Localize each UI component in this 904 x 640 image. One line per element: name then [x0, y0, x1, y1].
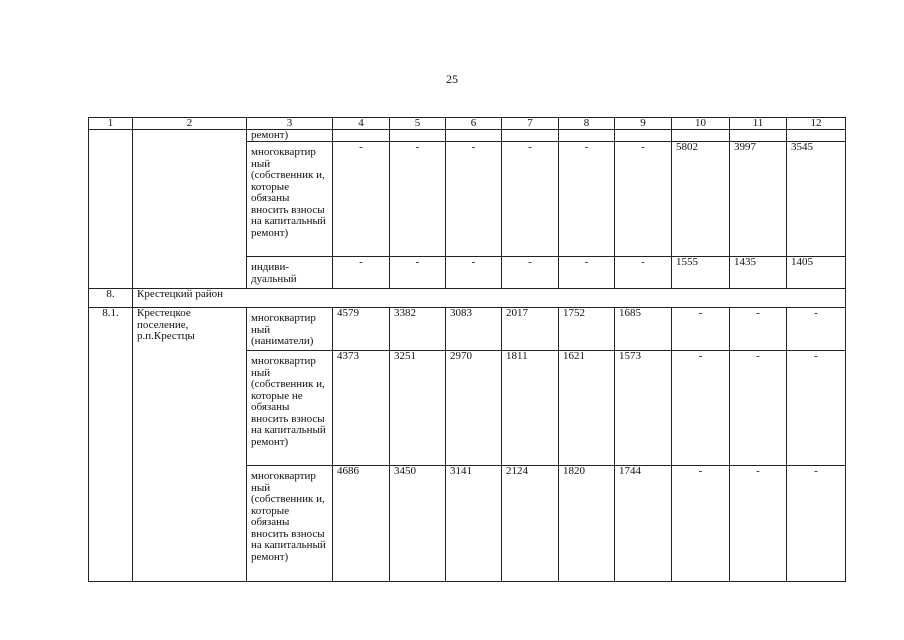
row-name-cell: [133, 130, 247, 289]
header-cell: 1: [89, 118, 133, 130]
value-cell: -: [446, 257, 502, 289]
value-cell: -: [730, 308, 787, 351]
value-cell: 4579: [333, 308, 390, 351]
tariff-table: [88, 117, 846, 582]
header-cell: 2: [133, 118, 247, 130]
value-cell: -: [502, 142, 559, 257]
value-cell: 1744: [615, 466, 672, 582]
value-cell: -: [559, 257, 615, 289]
value-cell: [333, 130, 390, 142]
value-cell: 2017: [502, 308, 559, 351]
housing-type-cell: ремонт): [247, 130, 333, 142]
value-cell: -: [559, 142, 615, 257]
value-cell: -: [787, 308, 846, 351]
value-cell: 1685: [615, 308, 672, 351]
value-cell: -: [390, 257, 446, 289]
value-cell: 3450: [390, 466, 446, 582]
header-cell: 12: [787, 118, 846, 130]
value-cell: -: [502, 257, 559, 289]
value-cell: [615, 130, 672, 142]
section-title: Крестецкий район: [133, 289, 846, 308]
value-cell: -: [333, 257, 390, 289]
value-cell: -: [787, 466, 846, 582]
header-cell: 3: [247, 118, 333, 130]
subsection-number: 8.1.: [89, 308, 133, 582]
value-cell: -: [672, 351, 730, 466]
value-cell: -: [730, 351, 787, 466]
section-number: 8.: [89, 289, 133, 308]
value-cell: 4373: [333, 351, 390, 466]
housing-type-cell: индиви- дуальный: [247, 257, 333, 289]
value-cell: 1405: [787, 257, 846, 289]
value-cell: 4686: [333, 466, 390, 582]
value-cell: -: [390, 142, 446, 257]
value-cell: 3997: [730, 142, 787, 257]
header-cell: 11: [730, 118, 787, 130]
value-cell: [559, 130, 615, 142]
value-cell: -: [615, 257, 672, 289]
value-cell: -: [333, 142, 390, 257]
value-cell: 1811: [502, 351, 559, 466]
value-cell: 3141: [446, 466, 502, 582]
value-cell: -: [730, 466, 787, 582]
value-cell: -: [787, 351, 846, 466]
table-row: [89, 130, 846, 142]
value-cell: 5802: [672, 142, 730, 257]
header-cell: 5: [390, 118, 446, 130]
value-cell: 3083: [446, 308, 502, 351]
value-cell: -: [672, 466, 730, 582]
value-cell: 2970: [446, 351, 502, 466]
column-number-header: [89, 118, 846, 130]
value-cell: 3545: [787, 142, 846, 257]
value-cell: -: [672, 308, 730, 351]
value-cell: -: [615, 142, 672, 257]
value-cell: 3251: [390, 351, 446, 466]
value-cell: [502, 130, 559, 142]
value-cell: [446, 130, 502, 142]
housing-type-cell: многоквартир ный (наниматели): [247, 308, 333, 351]
header-cell: 8: [559, 118, 615, 130]
value-cell: 3382: [390, 308, 446, 351]
value-cell: 1555: [672, 257, 730, 289]
table-row: [89, 308, 846, 351]
header-cell: 4: [333, 118, 390, 130]
section-row: [89, 289, 846, 308]
value-cell: [390, 130, 446, 142]
settlement-name: Крестецкое поселение, р.п.Крестцы: [133, 308, 247, 582]
housing-type-cell: многоквартир ный (собственник и, которые обязаны вносить взносы на капитальный ремонт): [247, 142, 333, 257]
row-num-cell: [89, 130, 133, 289]
value-cell: -: [446, 142, 502, 257]
value-cell: 1573: [615, 351, 672, 466]
value-cell: 1435: [730, 257, 787, 289]
value-cell: [672, 130, 730, 142]
value-cell: 2124: [502, 466, 559, 582]
page-number: 25: [446, 72, 458, 86]
value-cell: [787, 130, 846, 142]
housing-type-cell: многоквартир ный (собственник и, которые не обязаны вносить взносы на капитальный ремонт): [247, 351, 333, 466]
value-cell: 1820: [559, 466, 615, 582]
header-cell: 10: [672, 118, 730, 130]
housing-type-cell: многоквартир ный (собственник и, которые обязаны вносить взносы на капитальный ремонт): [247, 466, 333, 582]
value-cell: [730, 130, 787, 142]
header-cell: 7: [502, 118, 559, 130]
header-cell: 6: [446, 118, 502, 130]
value-cell: 1752: [559, 308, 615, 351]
header-cell: 9: [615, 118, 672, 130]
value-cell: 1621: [559, 351, 615, 466]
